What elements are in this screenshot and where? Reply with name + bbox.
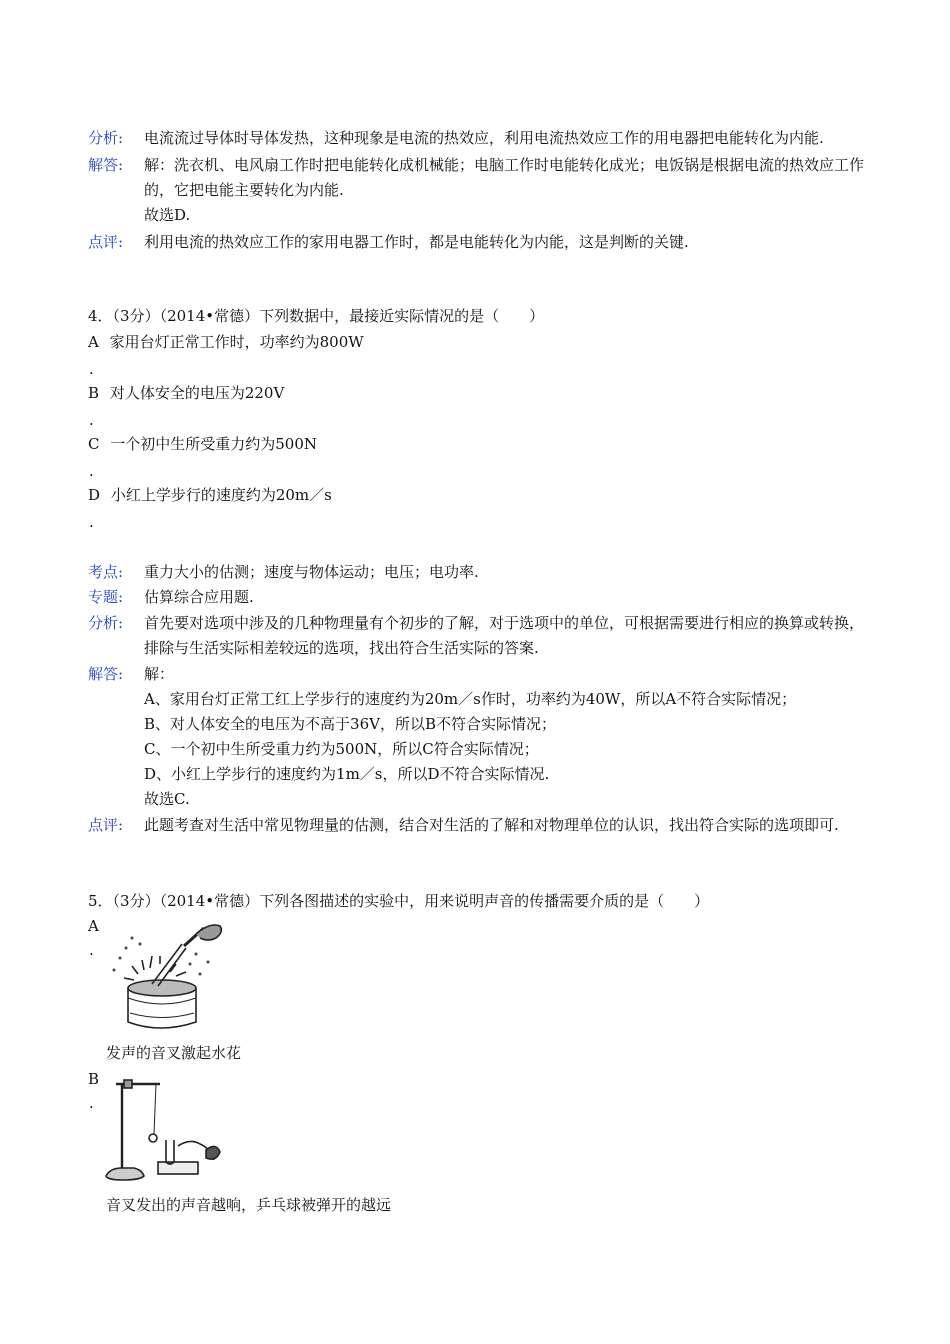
point-text: 重力大小的估测；速度与物体运动；电压；电功率.	[144, 563, 479, 581]
comment-text: 此题考查对生活中常见物理量的估测，结合对生活的了解和对物理单位的认识，找出符合实际的选项即可.	[144, 816, 839, 834]
pingpong-tuning-fork-figure	[100, 1072, 224, 1184]
option-dot: .	[89, 462, 94, 480]
analysis-label: 分析:	[88, 614, 124, 632]
option-letter: A	[88, 333, 99, 351]
answer-line: D、小红上学步行的速度约为1m／s，所以D不符合实际情况.	[144, 765, 550, 783]
option-text: 一个初中生所受重力约为500N	[110, 435, 318, 453]
topic-text: 估算综合应用题.	[144, 588, 254, 606]
q3-comment	[88, 230, 878, 255]
option-dot: .	[89, 411, 94, 429]
option-text: 家用台灯正常工作时，功率约为800W	[109, 333, 364, 351]
q5-option-b-letter[interactable]: B	[88, 1070, 100, 1088]
analysis-label: 分析:	[88, 129, 124, 147]
analysis-text: 电流流过导体时导体发热，这种现象是电流的热效应，利用电流热效应工作的用电器把电能转化为内能.	[144, 129, 824, 147]
option-dot: .	[89, 513, 94, 531]
option-dot: .	[89, 941, 94, 959]
q4-stem: 4．（3分）（2014•常德）下列数据中，最接近实际情况的是（ ）	[88, 307, 545, 325]
q4-point	[88, 560, 878, 585]
q4-analysis	[88, 611, 878, 661]
comment-label: 点评:	[88, 816, 124, 834]
q4-option-c[interactable]	[88, 433, 317, 454]
option-text: 小红上学步行的速度约为20m／s	[110, 486, 332, 504]
q3-analysis	[88, 126, 878, 151]
answer-line: B、对人体安全的电压为不高于36V，所以B不符合实际情况；	[144, 715, 556, 733]
option-letter: B	[88, 384, 100, 402]
answer-line: A、家用台灯正常工红上学步行的速度约为20m／s作时，功率约为40W，所以A不符合实际情况；	[144, 690, 797, 708]
option-letter: D	[88, 486, 101, 504]
q4-option-d[interactable]	[88, 484, 332, 505]
option-letter: C	[88, 435, 100, 453]
answer-text: 解：洗衣机、电风扇工作时把电能转化成机械能；电脑工作时电能转化成光；电饭锅是根据电流的热效应工作的，它把电能主要转化为内能.	[144, 156, 865, 199]
topic-label: 专题:	[88, 588, 124, 606]
q5-option-b-caption: 音叉发出的声音越响，乒乓球被弹开的越远	[106, 1196, 392, 1214]
q5-stem: 5．（3分）（2014•常德）下列各图描述的实验中，用来说明声音的传播需要介质的是（ ）	[88, 892, 710, 910]
answer-label: 解答:	[88, 156, 124, 174]
q4-comment	[88, 813, 878, 838]
q4-answer	[88, 662, 878, 812]
option-dot: .	[89, 1094, 94, 1112]
comment-label: 点评:	[88, 233, 124, 251]
point-label: 考点:	[88, 563, 124, 581]
answer-intro: 解：	[144, 665, 175, 683]
q4-option-a[interactable]	[88, 331, 364, 352]
q4-explanation	[88, 560, 878, 838]
q5-option-a-caption: 发声的音叉激起水花	[106, 1044, 242, 1062]
q3-answer	[88, 153, 878, 228]
analysis-text: 首先要对选项中涉及的几种物理量有个初步的了解，对于选项中的单位，可根据需要进行相应的换算或转换，排除与生活实际相差较远的选项，找出符合生活实际的答案.	[144, 614, 865, 657]
answer-label: 解答:	[88, 665, 124, 683]
answer-choice: 故选D.	[144, 206, 191, 224]
answer-line: C、一个初中生所受重力约为500N，所以C符合实际情况；	[144, 740, 539, 758]
q4-topic	[88, 585, 878, 610]
tuning-fork-water-figure	[100, 918, 230, 1034]
comment-text: 利用电流的热效应工作的家用电器工作时，都是电能转化为内能，这是判断的关键.	[144, 233, 689, 251]
option-text: 对人体安全的电压为220V	[109, 384, 285, 402]
q3-explanation	[88, 126, 878, 255]
q4-option-b[interactable]	[88, 382, 284, 403]
q5-option-a-letter[interactable]: A	[88, 917, 99, 935]
answer-choice: 故选C.	[144, 790, 190, 808]
option-dot: .	[89, 360, 94, 378]
